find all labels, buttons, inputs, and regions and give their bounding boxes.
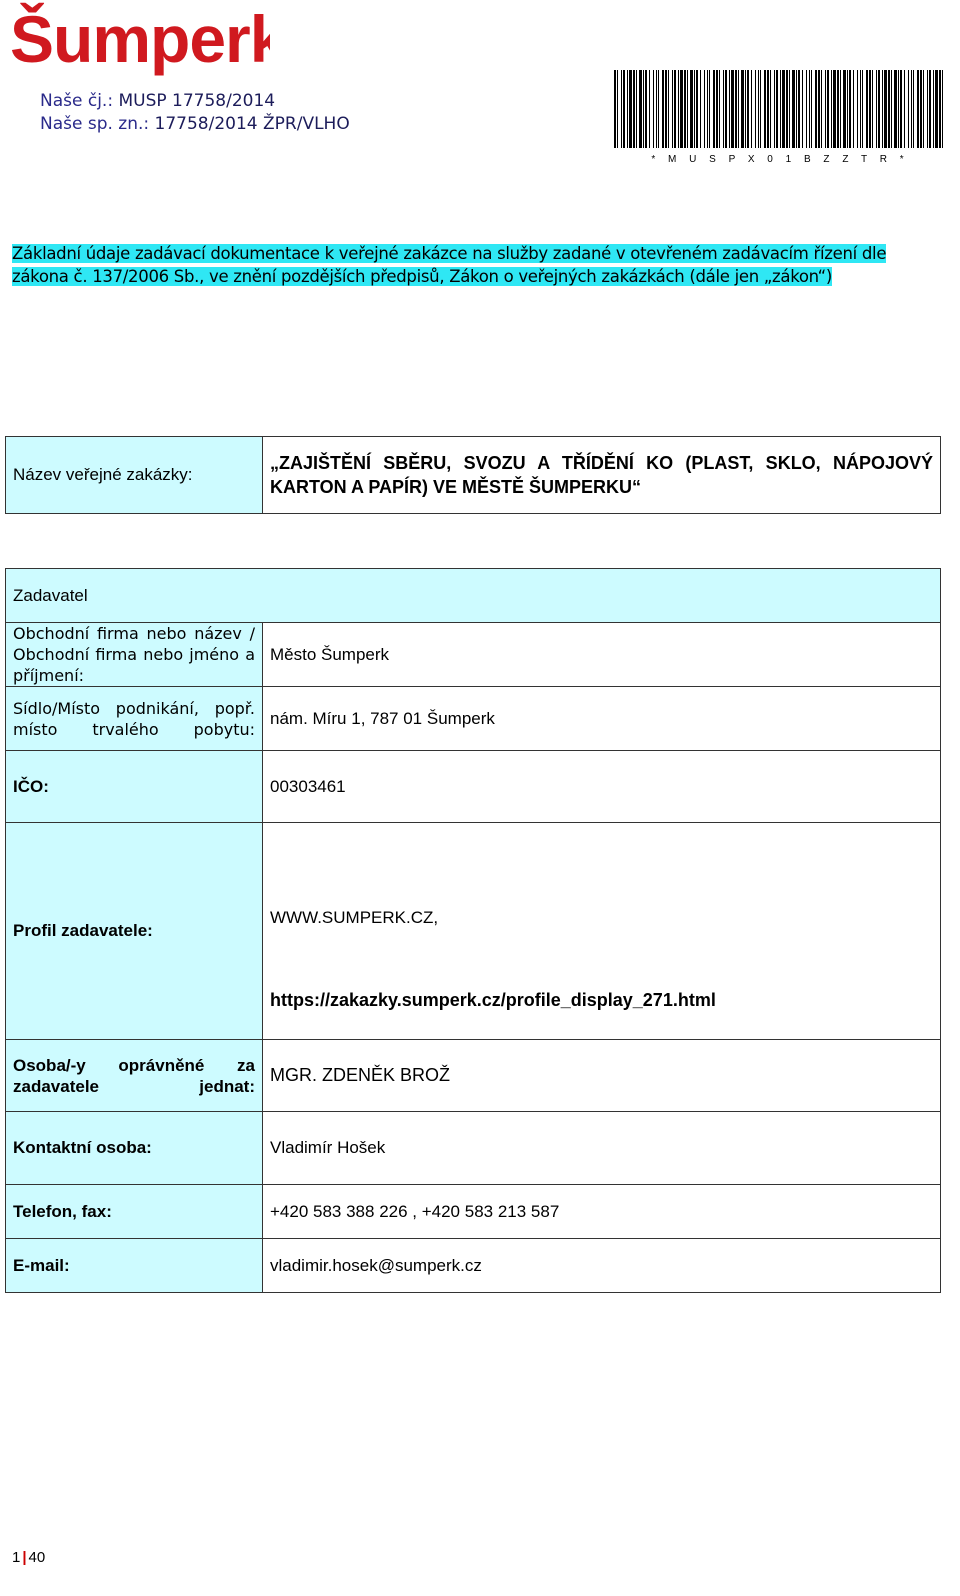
barcode-bar xyxy=(891,70,892,148)
barcode-bar xyxy=(911,70,912,148)
barcode-bar xyxy=(658,70,659,148)
barcode-bar xyxy=(758,70,759,148)
email-row xyxy=(6,1239,941,1293)
barcode-bar xyxy=(656,70,657,148)
barcode-bar xyxy=(872,70,873,148)
barcode-bar xyxy=(942,70,943,148)
profil-url: https://zakazky.sumperk.cz/profile_display_271.html xyxy=(270,989,716,1010)
barcode-bar xyxy=(882,70,883,148)
barcode-bar xyxy=(843,70,846,148)
logo-text: Šumperk xyxy=(10,2,270,76)
barcode-bar xyxy=(904,70,905,148)
barcode-bar xyxy=(833,70,836,148)
barcode-bar xyxy=(678,70,679,148)
barcode-bar xyxy=(860,70,861,148)
barcode-bar xyxy=(939,70,941,148)
barcode-bar xyxy=(935,70,938,148)
barcode-bar xyxy=(780,70,781,148)
barcode-bar xyxy=(913,70,914,148)
barcode xyxy=(614,70,946,166)
barcode-bar xyxy=(719,70,720,148)
barcode-text: * M U S P X 0 1 B Z Z T R * xyxy=(651,154,909,165)
firma-label: Obchodní firma nebo název / Obchodní firma nebo jméno a příjmení: xyxy=(6,623,263,687)
kontakt-value: Vladimír Hošek xyxy=(263,1112,941,1185)
barcode-bar xyxy=(665,70,667,148)
barcode-graphic xyxy=(614,70,946,166)
barcode-bar xyxy=(696,70,698,148)
barcode-bar xyxy=(687,70,688,148)
barcode-bar xyxy=(792,70,795,148)
kontakt-row xyxy=(6,1112,941,1185)
contracting-authority-table xyxy=(5,568,941,1293)
barcode-bar xyxy=(849,70,851,148)
spzn-label: Naše sp. zn.: xyxy=(40,114,150,134)
barcode-bar xyxy=(917,70,919,148)
reference-numbers xyxy=(40,90,350,136)
sidlo-label: Sídlo/Místo podnikání, popř. místo trvalého pobytu: xyxy=(6,687,263,751)
barcode-bar xyxy=(770,70,771,148)
telefon-row xyxy=(6,1185,941,1239)
barcode-bar xyxy=(821,70,822,148)
cj-line xyxy=(40,90,350,113)
barcode-bar xyxy=(796,70,797,148)
barcode-bar xyxy=(751,70,752,148)
barcode-bar xyxy=(633,70,635,148)
barcode-bar xyxy=(774,70,775,148)
barcode-bar xyxy=(806,70,807,148)
barcode-bar xyxy=(684,70,686,148)
barcode-bar xyxy=(760,70,761,148)
barcode-bar xyxy=(755,70,756,148)
osoba-label: Osoba/-y oprávněné za zadavatele jednat: xyxy=(6,1040,263,1112)
email-value: vladimir.hosek@sumperk.cz xyxy=(263,1239,941,1293)
barcode-bar xyxy=(674,70,676,148)
barcode-bar xyxy=(818,70,820,148)
barcode-bar xyxy=(802,70,803,148)
barcode-bar xyxy=(764,70,766,148)
barcode-bar xyxy=(672,70,673,148)
barcode-bar xyxy=(690,70,693,148)
ico-value: 00303461 xyxy=(263,751,941,823)
barcode-bars xyxy=(614,70,943,148)
barcode-bar xyxy=(825,70,826,148)
barcode-bar xyxy=(837,70,839,148)
barcode-bar xyxy=(888,70,890,148)
barcode-bar xyxy=(731,70,734,148)
barcode-bar xyxy=(866,70,868,148)
osoba-value: MGR. ZDENĚK BROŽ xyxy=(263,1040,941,1112)
barcode-bar xyxy=(700,70,701,148)
barcode-bar xyxy=(898,70,899,148)
telefon-label: Telefon, fax: xyxy=(6,1185,263,1239)
barcode-bar xyxy=(649,70,650,148)
cj-label: Naše čj.: xyxy=(40,91,114,111)
barcode-bar xyxy=(927,70,928,148)
intro-line-1: Základní údaje zadávací dokumentace k veřejné zakázce na služby zadané v otevřeném zadávacím řízení dle xyxy=(12,244,887,263)
barcode-bar xyxy=(623,70,625,148)
contract-name-table xyxy=(5,436,941,514)
barcode-bar xyxy=(840,70,841,148)
barcode-bar xyxy=(680,70,683,148)
barcode-bar xyxy=(704,70,705,148)
barcode-bar xyxy=(668,70,669,148)
barcode-bar xyxy=(809,70,810,148)
barcode-bar xyxy=(923,70,924,148)
barcode-bar xyxy=(639,70,642,148)
barcode-bar xyxy=(878,70,880,148)
barcode-bar xyxy=(738,70,739,148)
barcode-bar xyxy=(853,70,854,148)
barcode-bar xyxy=(857,70,858,148)
telefon-value: +420 583 388 226 , +420 583 213 587 xyxy=(263,1185,941,1239)
barcode-bar xyxy=(827,70,829,148)
barcode-bar xyxy=(653,70,654,148)
barcode-bar xyxy=(725,70,727,148)
barcode-bar xyxy=(831,70,832,148)
barcode-bar xyxy=(614,70,616,148)
sumperk-logo xyxy=(10,2,270,78)
barcode-bar xyxy=(786,70,788,148)
contract-name-label: Název veřejné zakázky: xyxy=(6,437,263,514)
profil-label: Profil zadavatele: xyxy=(6,823,263,1040)
barcode-bar xyxy=(723,70,724,148)
barcode-bar xyxy=(629,70,632,148)
barcode-bar xyxy=(789,70,790,148)
barcode-bar xyxy=(617,70,618,148)
page-total: 40 xyxy=(28,1549,46,1566)
barcode-bar xyxy=(716,70,718,148)
kontakt-label: Kontaktní osoba: xyxy=(6,1112,263,1185)
barcode-bar xyxy=(627,70,628,148)
barcode-bar xyxy=(747,70,749,148)
cj-value: MUSP 17758/2014 xyxy=(118,91,276,111)
barcode-bar xyxy=(745,70,746,148)
barcode-bar xyxy=(929,70,931,148)
profil-value xyxy=(263,823,941,1040)
barcode-bar xyxy=(713,70,715,148)
spzn-line xyxy=(40,113,350,136)
barcode-bar xyxy=(933,70,934,148)
page-separator: | xyxy=(22,1549,27,1566)
barcode-bar xyxy=(869,70,871,148)
barcode-bar xyxy=(900,70,902,148)
barcode-bar xyxy=(894,70,897,148)
page-number xyxy=(12,1549,45,1566)
email-label: E-mail: xyxy=(6,1239,263,1293)
spzn-value: 17758/2014 ŽPR/VLHO xyxy=(154,114,350,134)
contract-name-row xyxy=(6,437,941,514)
zadavatel-heading-row xyxy=(6,569,941,623)
barcode-bar xyxy=(798,70,800,148)
page-current: 1 xyxy=(12,1549,21,1566)
barcode-bar xyxy=(811,70,812,148)
sidlo-value: nám. Míru 1, 787 01 Šumperk xyxy=(263,687,941,751)
barcode-bar xyxy=(645,70,647,148)
barcode-bar xyxy=(709,70,710,148)
barcode-bar xyxy=(741,70,744,148)
osoba-row xyxy=(6,1040,941,1112)
barcode-bar xyxy=(767,70,769,148)
barcode-bar xyxy=(776,70,778,148)
contract-name-value: „ZAJIŠTĚNÍ SBĚRU, SVOZU A TŘÍDĚNÍ KO (PLAST, SKLO, NÁPOJOVÝ KARTON A PAPÍR) VE MĚSTĚ ŠUMPERKU“ xyxy=(263,437,941,514)
profil-row xyxy=(6,823,941,1040)
intro-line-2: zákona č. 137/2006 Sb., ve znění pozdějších předpisů, Zákon o veřejných zakázkách (dále jen „zákon“) xyxy=(12,267,833,286)
zadavatel-heading: Zadavatel xyxy=(6,569,941,623)
barcode-bar xyxy=(643,70,644,148)
barcode-bar xyxy=(621,70,622,148)
barcode-bar xyxy=(694,70,695,148)
profil-website: WWW.SUMPERK.CZ, xyxy=(270,907,439,927)
intro-paragraph xyxy=(12,242,932,288)
barcode-bar xyxy=(707,70,708,148)
ico-row xyxy=(6,751,941,823)
barcode-bar xyxy=(908,70,909,148)
barcode-bar xyxy=(729,70,730,148)
barcode-bar xyxy=(884,70,887,148)
barcode-bar xyxy=(662,70,664,148)
ico-label: IČO: xyxy=(6,751,263,823)
barcode-bar xyxy=(815,70,817,148)
barcode-bar xyxy=(876,70,877,148)
barcode-bar xyxy=(782,70,785,148)
firma-row xyxy=(6,623,941,687)
barcode-bar xyxy=(847,70,848,148)
barcode-bar xyxy=(735,70,737,148)
barcode-bar xyxy=(920,70,922,148)
barcode-bar xyxy=(862,70,863,148)
sidlo-row xyxy=(6,687,941,751)
barcode-bar xyxy=(636,70,637,148)
firma-value: Město Šumperk xyxy=(263,623,941,687)
sumperk-logo-graphic xyxy=(10,2,270,78)
